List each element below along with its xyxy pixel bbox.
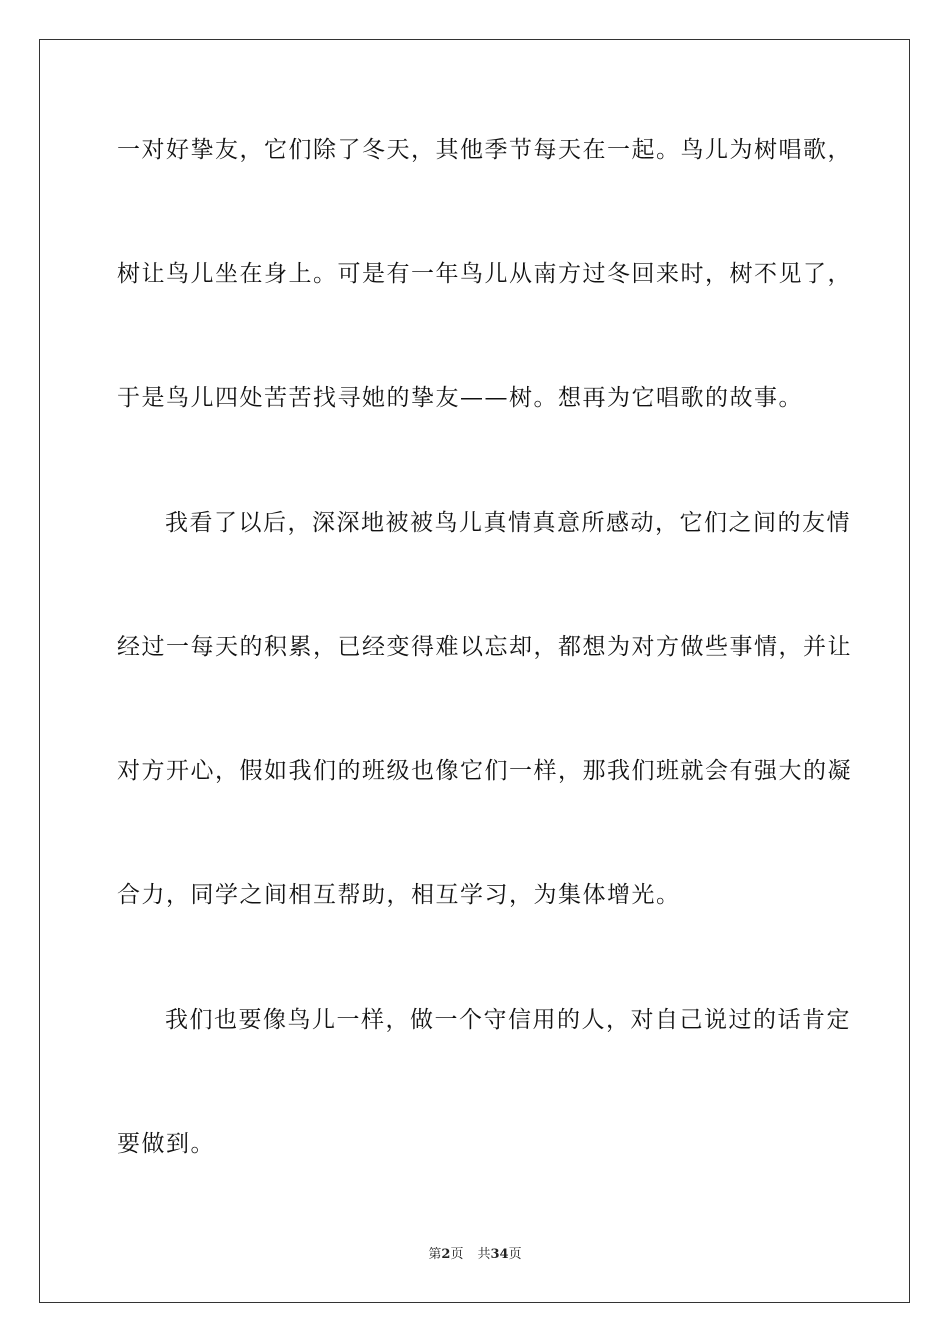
page-border: [39, 39, 910, 1303]
total-suffix: 页: [508, 1247, 522, 1262]
page-footer: [0, 1246, 950, 1264]
text-line: 合力，同学之间相互帮助，相互学习，为集体增光。: [117, 882, 681, 908]
text-line: 一对好挚友，它们除了冬天，其他季节每天在一起。鸟儿为树唱歌，: [117, 137, 852, 163]
text-line: 我们也要像鸟儿一样，做一个守信用的人，对自己说过的话肯定: [165, 1007, 851, 1033]
text-line: 于是鸟儿四处苦苦找寻她的挚友——树。想再为它唱歌的故事。: [117, 385, 803, 411]
text-line: 经过一每天的积累，已经变得难以忘却，都想为对方做些事情，并让: [117, 634, 852, 660]
text-line: 对方开心，假如我们的班级也像它们一样，那我们班就会有强大的凝: [117, 758, 852, 784]
total-pages: 34: [490, 1247, 509, 1262]
page-suffix: 页: [450, 1247, 464, 1262]
text-line: 我看了以后，深深地被被鸟儿真情真意所感动，它们之间的友情: [165, 510, 851, 536]
page-prefix: 第: [428, 1247, 442, 1262]
total-prefix: 共: [477, 1247, 491, 1262]
text-line: 要做到。: [117, 1131, 215, 1157]
text-line: 树让鸟儿坐在身上。可是有一年鸟儿从南方过冬回来时，树不见了，: [117, 261, 852, 287]
page-number: 2: [441, 1247, 451, 1262]
